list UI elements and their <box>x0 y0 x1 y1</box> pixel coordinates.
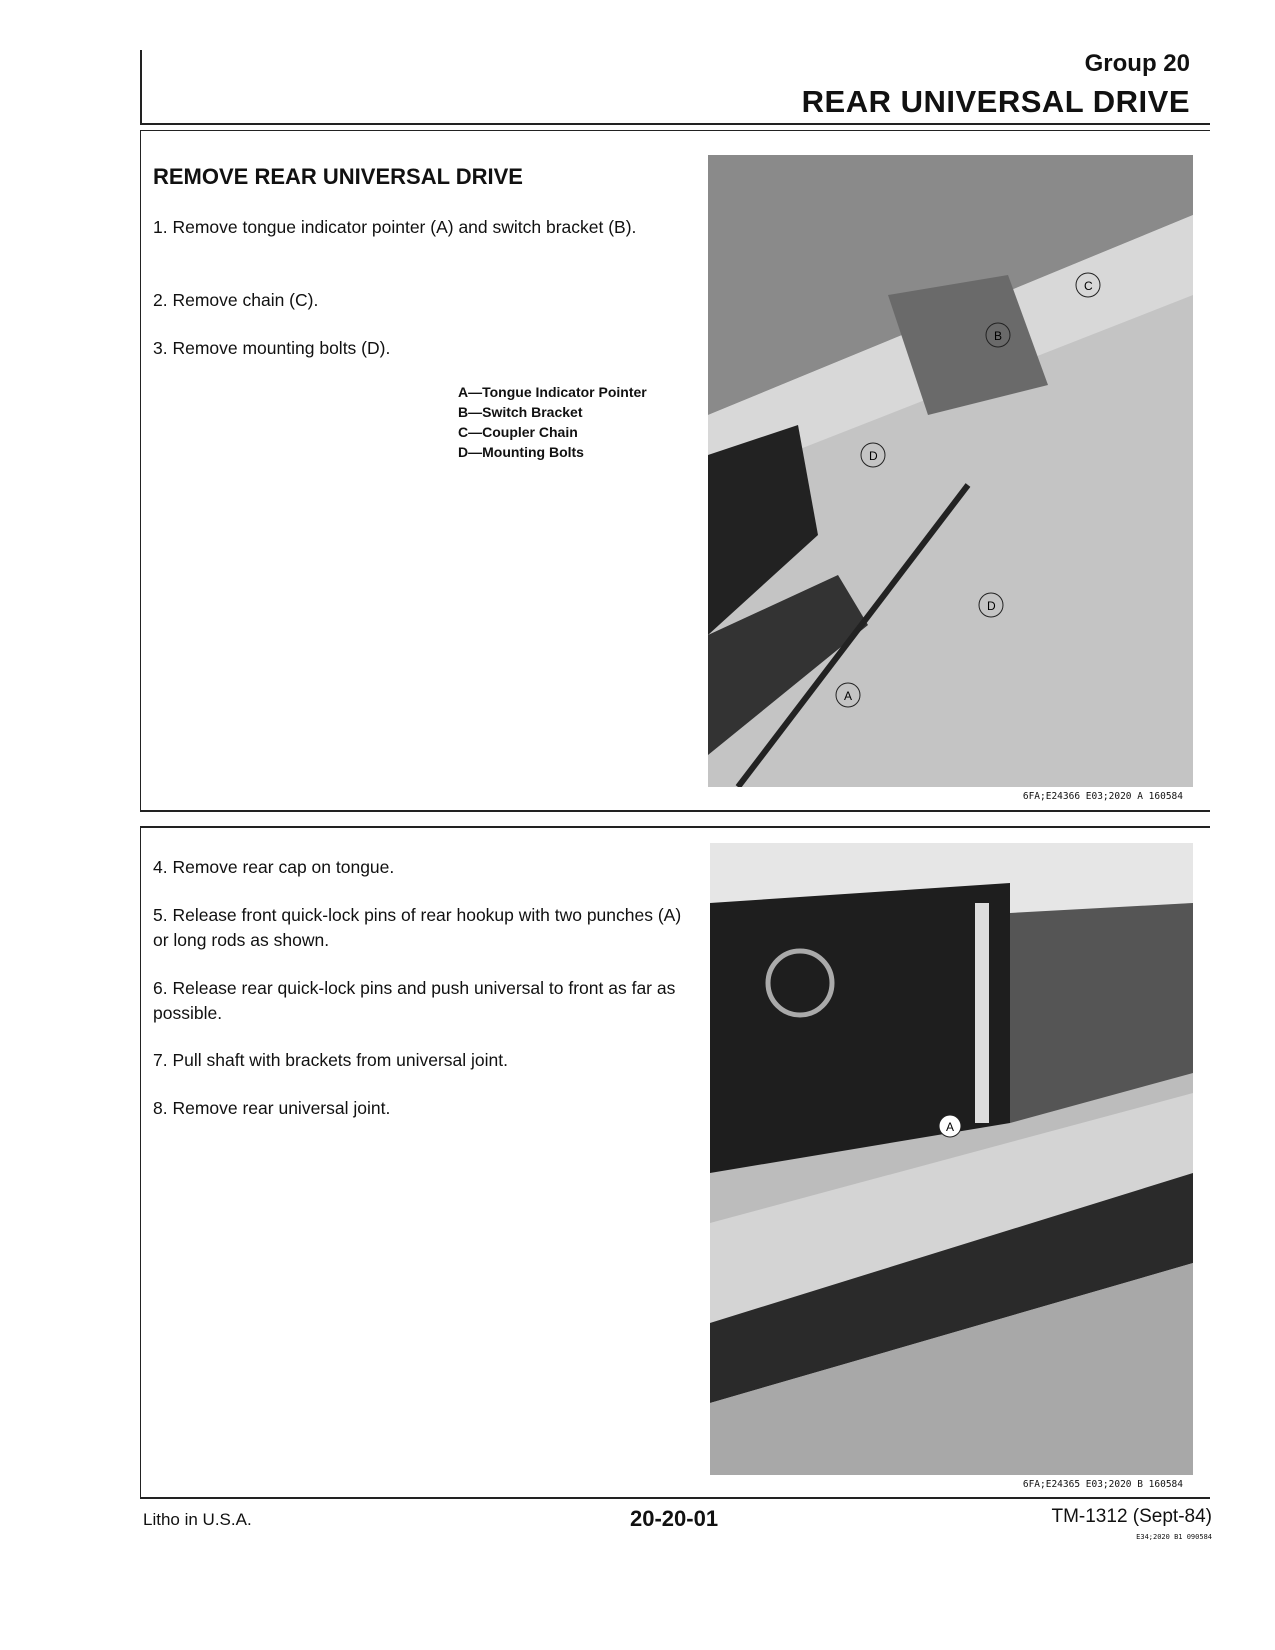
step-5: 5. Release front quick-lock pins of rear hookup with two punches (A) or long rods as shown. <box>153 905 682 950</box>
step-1: 1. Remove tongue indicator pointer (A) and switch bracket (B). <box>153 217 637 237</box>
section-rule <box>140 130 1210 131</box>
section-title: REMOVE REAR UNIVERSAL DRIVE <box>153 164 523 189</box>
footer-code: E34;2020 B1 090584 <box>1136 1533 1212 1541</box>
figure-legend <box>458 382 647 462</box>
manual-number: TM-1312 (Sept-84) <box>1051 1506 1212 1527</box>
footer-litho: Litho in U.S.A. <box>143 1510 252 1529</box>
photo-caption: 6FA;E24365 E03;2020 B 160584 <box>1022 1479 1183 1490</box>
callout-a: A <box>844 689 853 703</box>
page-title: REAR UNIVERSAL DRIVE <box>801 84 1190 119</box>
callout-b: B <box>994 329 1003 343</box>
legend-item: A—Tongue Indicator Pointer <box>458 384 647 400</box>
legend-item: C—Coupler Chain <box>458 424 578 440</box>
callout-a: A <box>946 1120 955 1134</box>
callout-d2: D <box>987 599 996 613</box>
margin-rule <box>140 50 142 124</box>
section-rule <box>140 1497 1210 1499</box>
step-3: 3. Remove mounting bolts (D). <box>153 338 391 358</box>
step-8: 8. Remove rear universal joint. <box>153 1098 391 1118</box>
section-rule <box>140 826 1210 828</box>
page-number: 20-20-01 <box>630 1506 719 1531</box>
section-border <box>140 130 141 810</box>
step-4: 4. Remove rear cap on tongue. <box>153 857 395 877</box>
header-rule <box>140 123 1210 125</box>
step-2: 2. Remove chain (C). <box>153 290 319 310</box>
section-border <box>140 826 141 1498</box>
legend-item: D—Mounting Bolts <box>458 444 584 460</box>
callout-c: C <box>1084 279 1093 293</box>
legend-item: B—Switch Bracket <box>458 404 583 420</box>
callout-d: D <box>869 449 878 463</box>
group-label: Group 20 <box>1084 50 1190 77</box>
photo-quick-lock-pins <box>710 843 1193 1475</box>
step-6: 6. Release rear quick-lock pins and push universal to front as far as possible. <box>153 978 676 1023</box>
section-rule <box>140 810 1210 812</box>
step-7: 7. Pull shaft with brackets from universal joint. <box>153 1050 509 1070</box>
photo-rear-universal-drive <box>708 155 1193 787</box>
photo-caption: 6FA;E24366 E03;2020 A 160584 <box>1022 791 1183 802</box>
